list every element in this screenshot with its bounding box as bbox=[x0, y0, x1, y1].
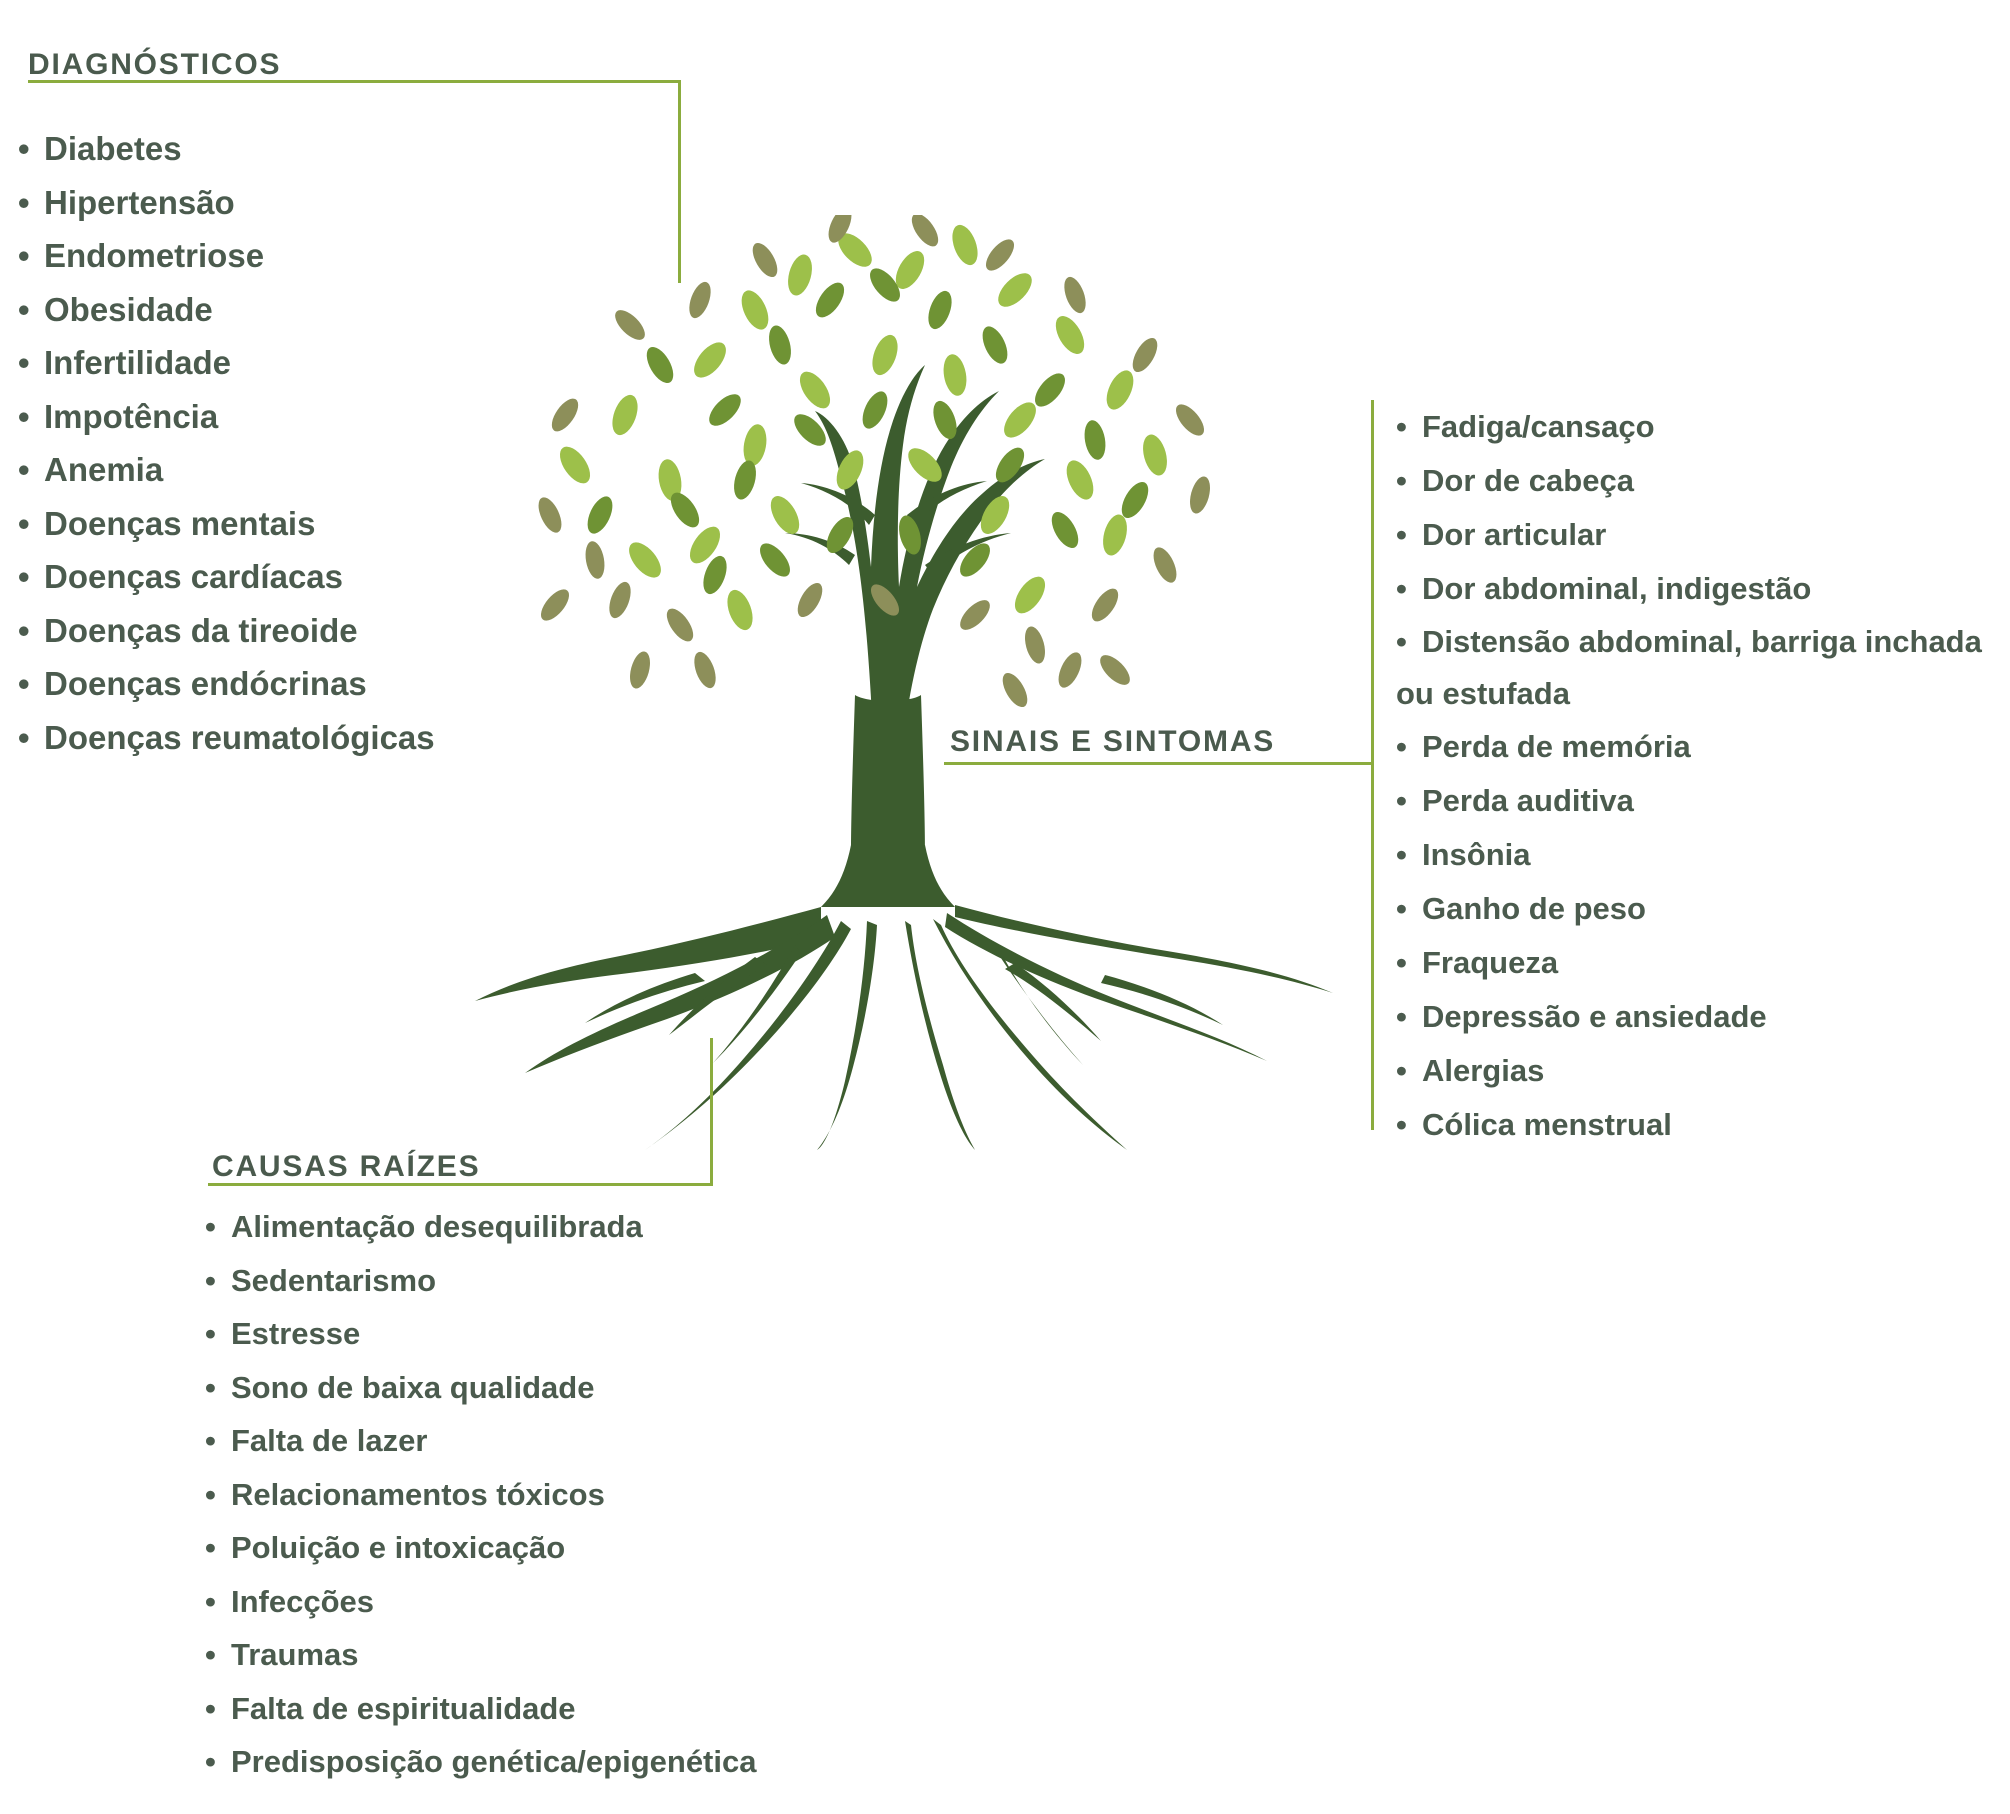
list-item bbox=[18, 390, 435, 444]
list-item-label: Doenças mentais bbox=[44, 504, 316, 542]
list-item bbox=[1396, 882, 1996, 936]
list-item-label: Diabetes bbox=[44, 130, 182, 167]
list-item-label: Relacionamentos tóxicos bbox=[231, 1476, 605, 1512]
list-item-label: Poluição e intoxicação bbox=[231, 1530, 566, 1565]
bullet-icon: • bbox=[18, 290, 30, 328]
list-item-label: Doenças cardíacas bbox=[44, 558, 344, 595]
list-item bbox=[1396, 616, 1996, 720]
list-item-label: Alimentação desequilibrada bbox=[231, 1209, 643, 1244]
list-item bbox=[1396, 828, 1996, 882]
list-item-label: Falta de espiritualidade bbox=[231, 1690, 576, 1726]
bullet-icon: • bbox=[1396, 1107, 1407, 1142]
bullet-icon: • bbox=[205, 1316, 216, 1351]
bullet-icon: • bbox=[205, 1690, 216, 1726]
bullet-icon: • bbox=[18, 237, 30, 274]
bullet-icon: • bbox=[18, 183, 30, 221]
list-item bbox=[18, 336, 435, 390]
list-item-label: Perda de memória bbox=[1422, 729, 1691, 764]
bullet-icon: • bbox=[18, 504, 30, 542]
list-item bbox=[18, 657, 435, 711]
list-item bbox=[1396, 936, 1996, 990]
list-item-label: Ganho de peso bbox=[1422, 891, 1646, 926]
bullet-icon: • bbox=[1396, 729, 1407, 764]
list-item bbox=[205, 1307, 756, 1361]
list-item-label: Infecções bbox=[231, 1583, 375, 1619]
connector-line-sinais-vertical bbox=[1371, 400, 1374, 1130]
list-item-label: Cólica menstrual bbox=[1422, 1107, 1672, 1142]
list-item bbox=[205, 1735, 756, 1789]
bullet-icon: • bbox=[1396, 999, 1407, 1034]
list-item-label: Endometriose bbox=[44, 237, 265, 274]
list-diagnosticos bbox=[18, 122, 435, 764]
list-item bbox=[205, 1521, 756, 1575]
list-item bbox=[205, 1254, 756, 1308]
list-item-label: Obesidade bbox=[44, 290, 213, 328]
list-item-label: Alergias bbox=[1422, 1053, 1545, 1088]
bullet-icon: • bbox=[1396, 837, 1407, 872]
list-item bbox=[18, 176, 435, 230]
list-item bbox=[18, 711, 435, 765]
bullet-icon: • bbox=[18, 718, 30, 756]
list-item bbox=[18, 443, 435, 497]
bullet-icon: • bbox=[18, 665, 30, 702]
list-item-label: Dor articular bbox=[1422, 517, 1607, 552]
bullet-icon: • bbox=[18, 558, 30, 595]
list-item-label: Doenças endócrinas bbox=[44, 665, 367, 702]
list-item-label: Hipertensão bbox=[44, 183, 235, 221]
bullet-icon: • bbox=[205, 1744, 216, 1779]
bullet-icon: • bbox=[18, 130, 30, 167]
connector-line-sinais-horizontal bbox=[944, 762, 1374, 765]
list-item bbox=[1396, 454, 1996, 508]
list-item bbox=[205, 1414, 756, 1468]
bullet-icon: • bbox=[1396, 409, 1407, 444]
list-item bbox=[1396, 720, 1996, 774]
list-item bbox=[18, 229, 435, 283]
list-item-label: Anemia bbox=[44, 451, 164, 488]
list-item bbox=[1396, 1044, 1996, 1098]
list-item-label: Impotência bbox=[44, 397, 219, 435]
bullet-icon: • bbox=[1396, 463, 1407, 498]
list-item bbox=[18, 122, 435, 176]
list-item-label: Dor abdominal, indigestão bbox=[1422, 571, 1812, 606]
list-item bbox=[18, 604, 435, 658]
list-item bbox=[18, 497, 435, 551]
list-item-label: Sono de baixa qualidade bbox=[231, 1369, 595, 1405]
list-item bbox=[1396, 774, 1996, 828]
bullet-icon: • bbox=[205, 1423, 216, 1458]
list-item bbox=[1396, 990, 1996, 1044]
bullet-icon: • bbox=[205, 1637, 216, 1672]
list-item bbox=[205, 1628, 756, 1682]
list-item-label: Fadiga/cansaço bbox=[1422, 409, 1655, 444]
list-item-label: Traumas bbox=[231, 1637, 359, 1672]
list-item-label: Distensão abdominal, barriga inchada ou estufada bbox=[1396, 624, 1982, 711]
list-item bbox=[1396, 562, 1996, 616]
list-item-label: Infertilidade bbox=[44, 344, 232, 381]
list-item-label: Doenças reumatológicas bbox=[44, 718, 435, 756]
tree-trunk-and-branches bbox=[785, 365, 1045, 907]
list-item bbox=[1396, 508, 1996, 562]
bullet-icon: • bbox=[18, 397, 30, 435]
bullet-icon: • bbox=[1396, 571, 1407, 606]
list-item-label: Falta de lazer bbox=[231, 1423, 428, 1458]
list-item-label: Insônia bbox=[1422, 837, 1531, 872]
list-sinais-e-sintomas bbox=[1396, 400, 1996, 1152]
bullet-icon: • bbox=[1396, 517, 1407, 552]
bullet-icon: • bbox=[1396, 945, 1407, 980]
list-item-label: Depressão e ansiedade bbox=[1422, 999, 1767, 1034]
tree-with-roots-illustration bbox=[455, 215, 1355, 1150]
bullet-icon: • bbox=[205, 1530, 216, 1565]
bullet-icon: • bbox=[205, 1369, 216, 1405]
list-item bbox=[1396, 1098, 1996, 1152]
list-item-label: Predisposição genética/epigenética bbox=[231, 1744, 757, 1779]
section-title-causas-raizes: CAUSAS RAÍZES bbox=[212, 1150, 481, 1183]
section-title-sinais-e-sintomas: SINAIS E SINTOMAS bbox=[950, 725, 1276, 758]
bullet-icon: • bbox=[205, 1209, 216, 1244]
list-item bbox=[205, 1575, 756, 1629]
list-item-label: Fraqueza bbox=[1422, 945, 1559, 980]
bullet-icon: • bbox=[205, 1583, 216, 1619]
bullet-icon: • bbox=[1396, 624, 1407, 659]
list-item bbox=[205, 1468, 756, 1522]
bullet-icon: • bbox=[18, 344, 30, 381]
list-item-label: Sedentarismo bbox=[231, 1262, 437, 1298]
bullet-icon: • bbox=[205, 1476, 216, 1512]
list-item-label: Estresse bbox=[231, 1316, 361, 1351]
list-item bbox=[18, 550, 435, 604]
bullet-icon: • bbox=[205, 1262, 216, 1298]
list-item-label: Doenças da tireoide bbox=[44, 611, 358, 649]
list-item bbox=[18, 283, 435, 337]
list-item bbox=[1396, 400, 1996, 454]
section-title-diagnosticos: DIAGNÓSTICOS bbox=[28, 48, 282, 81]
bullet-icon: • bbox=[1396, 1053, 1407, 1088]
list-item bbox=[205, 1200, 756, 1254]
list-item-label: Dor de cabeça bbox=[1422, 463, 1634, 498]
list-item-label: Perda auditiva bbox=[1422, 783, 1634, 818]
bullet-icon: • bbox=[18, 611, 30, 649]
list-item bbox=[205, 1361, 756, 1415]
bullet-icon: • bbox=[1396, 783, 1407, 818]
bullet-icon: • bbox=[18, 451, 30, 488]
list-item bbox=[205, 1682, 756, 1736]
list-causas-raizes bbox=[205, 1200, 756, 1789]
bullet-icon: • bbox=[1396, 891, 1407, 926]
